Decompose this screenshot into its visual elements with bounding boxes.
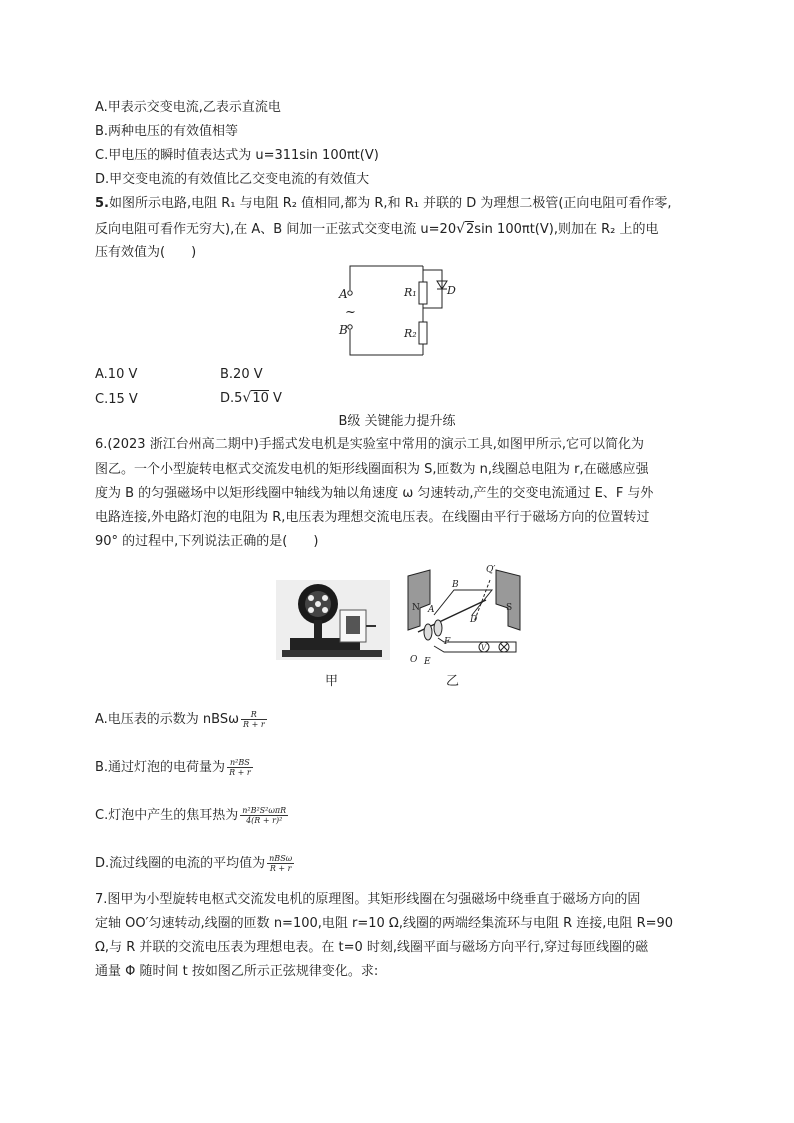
q5-option-d-pre: D.5 — [220, 391, 243, 406]
q6-stem-line4: 电路连接,外电路灯泡的电阻为 R,电压表为理想交流电压表。在线圈由平行于磁场方向的位置转过 — [95, 510, 650, 525]
q5-option-d — [220, 388, 282, 409]
resistor-r2 — [419, 322, 427, 344]
q6-option-b-numerator: n²BS — [227, 758, 253, 768]
q5-option-b: B.20 V — [220, 367, 263, 382]
q5-circuit-diagram — [330, 258, 460, 360]
q4-option-a: A.甲表示交变电流,乙表示直流电 — [95, 100, 281, 115]
n-pole-label: N — [412, 603, 420, 613]
q6-stem-line3: 度为 B 的匀强磁场中以矩形线圈中轴线为轴以角速度 ω 匀速转动,产生的交变电流通过 E、F 与外 — [95, 486, 654, 501]
q6-option-b — [95, 758, 253, 778]
q5-option-d-radicand: 10 — [252, 391, 269, 406]
q5-option-d-post: V — [268, 391, 282, 406]
q6-option-a-text: A.电压表的示数为 nBSω — [95, 712, 239, 727]
figure-jia-caption: 甲 — [325, 674, 339, 689]
q5-number: 5. — [95, 196, 109, 211]
q5-stem-line2 — [95, 219, 658, 240]
q6-option-a-fraction — [241, 710, 267, 729]
diode-label: D — [447, 284, 456, 297]
s-pole-label: S — [506, 603, 513, 613]
generator-schematic — [404, 560, 526, 670]
axis-o-label: O — [410, 655, 418, 665]
terminal-a-label: A — [339, 287, 348, 301]
resistor-r1 — [419, 282, 427, 304]
q6-option-d — [95, 854, 294, 874]
figure-yi-caption: 乙 — [446, 674, 460, 689]
q6-option-d-denominator: R + r — [269, 864, 292, 873]
q6-option-a — [95, 710, 267, 730]
magnet-n-pole — [408, 570, 430, 630]
q7-stem-line4: 通量 Φ 随时间 t 按如图乙所示正弦规律变化。求: — [95, 964, 379, 979]
point-a-label: A — [428, 605, 435, 615]
q6-option-d-numerator: nBSω — [269, 854, 293, 863]
ac-source-symbol: ~ — [345, 305, 356, 320]
point-e-label: E — [424, 657, 431, 667]
q5-stem-line1 — [95, 194, 672, 214]
q5-line2-radicand: 2 — [466, 222, 475, 237]
q6-option-d-text: D.流过线圈的电流的平均值为 — [95, 856, 266, 871]
q6-option-a-numerator: R — [241, 710, 267, 720]
r1-label: R₁ — [404, 286, 417, 299]
q4-option-d: D.甲交变电流的有效值比乙交变电流的有效值大 — [95, 172, 370, 187]
q6-option-c-text: C.灯泡中产生的焦耳热为 — [95, 808, 239, 823]
q6-stem-line1: 6.(2023 浙江台州高二期中)手摇式发电机是实验室中常用的演示工具,如图甲所示,它可以简化为 — [95, 437, 645, 452]
q5-line2-a: 反向电阻可看作无穷大),在 A、B 间加一正弦式交变电流 u=20 — [95, 222, 457, 237]
q6-option-c-numerator: n²B²S²ωπR — [242, 806, 287, 815]
sqrt-symbol-icon: √ — [242, 390, 252, 406]
q6-option-a-denominator: R + r — [243, 720, 265, 729]
q4-option-b: B.两种电压的有效值相等 — [95, 124, 239, 139]
q7-stem-line3: Ω,与 R 并联的交流电压表为理想电表。在 t=0 时刻,线圈平面与磁场方向平行,穿过每匝线圈的磁 — [95, 940, 649, 955]
generator-photo — [276, 580, 390, 660]
sqrt-symbol-icon: √ — [456, 221, 466, 237]
q4-option-c: C.甲电压的瞬时值表达式为 u=311sin 100πt(V) — [95, 148, 379, 163]
voltmeter-label: V — [481, 644, 487, 652]
q5-option-c: C.15 V — [95, 392, 138, 407]
magnet-s-pole — [496, 570, 520, 630]
q5-line1-text: 如图所示电路,电阻 R₁ 与电阻 R₂ 值相同,都为 R,和 R₁ 并联的 D 为理想二极管(正向电阻可看作零, — [108, 196, 672, 211]
point-d-label: D — [470, 615, 478, 625]
q6-option-b-text: B.通过灯泡的电荷量为 — [95, 760, 226, 775]
terminal-b-label: B — [339, 323, 348, 337]
axis-q-label: Q′ — [486, 565, 496, 575]
q7-stem-line2: 定轴 OO′匀速转动,线圈的匝数 n=100,电阻 r=10 Ω,线圈的两端经集流环与电阻 R 连接,电阻 R=90 — [95, 916, 674, 931]
q6-stem-line5: 90° 的过程中,下列说法正确的是( ) — [95, 534, 319, 549]
q6-option-c-denominator: 4(R + r)² — [246, 816, 283, 825]
point-f-label: F — [444, 637, 451, 647]
q6-option-b-denominator: R + r — [229, 768, 251, 777]
section-heading: B级 关键能力提升练 — [338, 414, 456, 429]
q5-line2-b: sin 100πt(V),则加在 R₂ 上的电 — [474, 222, 659, 237]
q6-option-d-fraction — [267, 854, 294, 873]
q6-option-c — [95, 806, 288, 826]
q5-option-a: A.10 V — [95, 367, 138, 382]
q6-stem-line2: 图乙。一个小型旋转电枢式交流发电机的矩形线圈面积为 S,匝数为 n,线圈总电阻为 r,在磁感应强 — [95, 462, 649, 477]
q5-stem-line3: 压有效值为( ) — [95, 245, 197, 260]
lamp-icon — [499, 642, 509, 652]
q7-stem-line1: 7.图甲为小型旋转电枢式交流发电机的原理图。其矩形线圈在匀强磁场中绕垂直于磁场方向的固 — [95, 892, 641, 907]
q6-option-b-fraction — [227, 758, 253, 777]
point-b-label: B — [452, 580, 459, 590]
r2-label: R₂ — [404, 327, 417, 340]
q6-option-c-fraction — [240, 806, 288, 825]
